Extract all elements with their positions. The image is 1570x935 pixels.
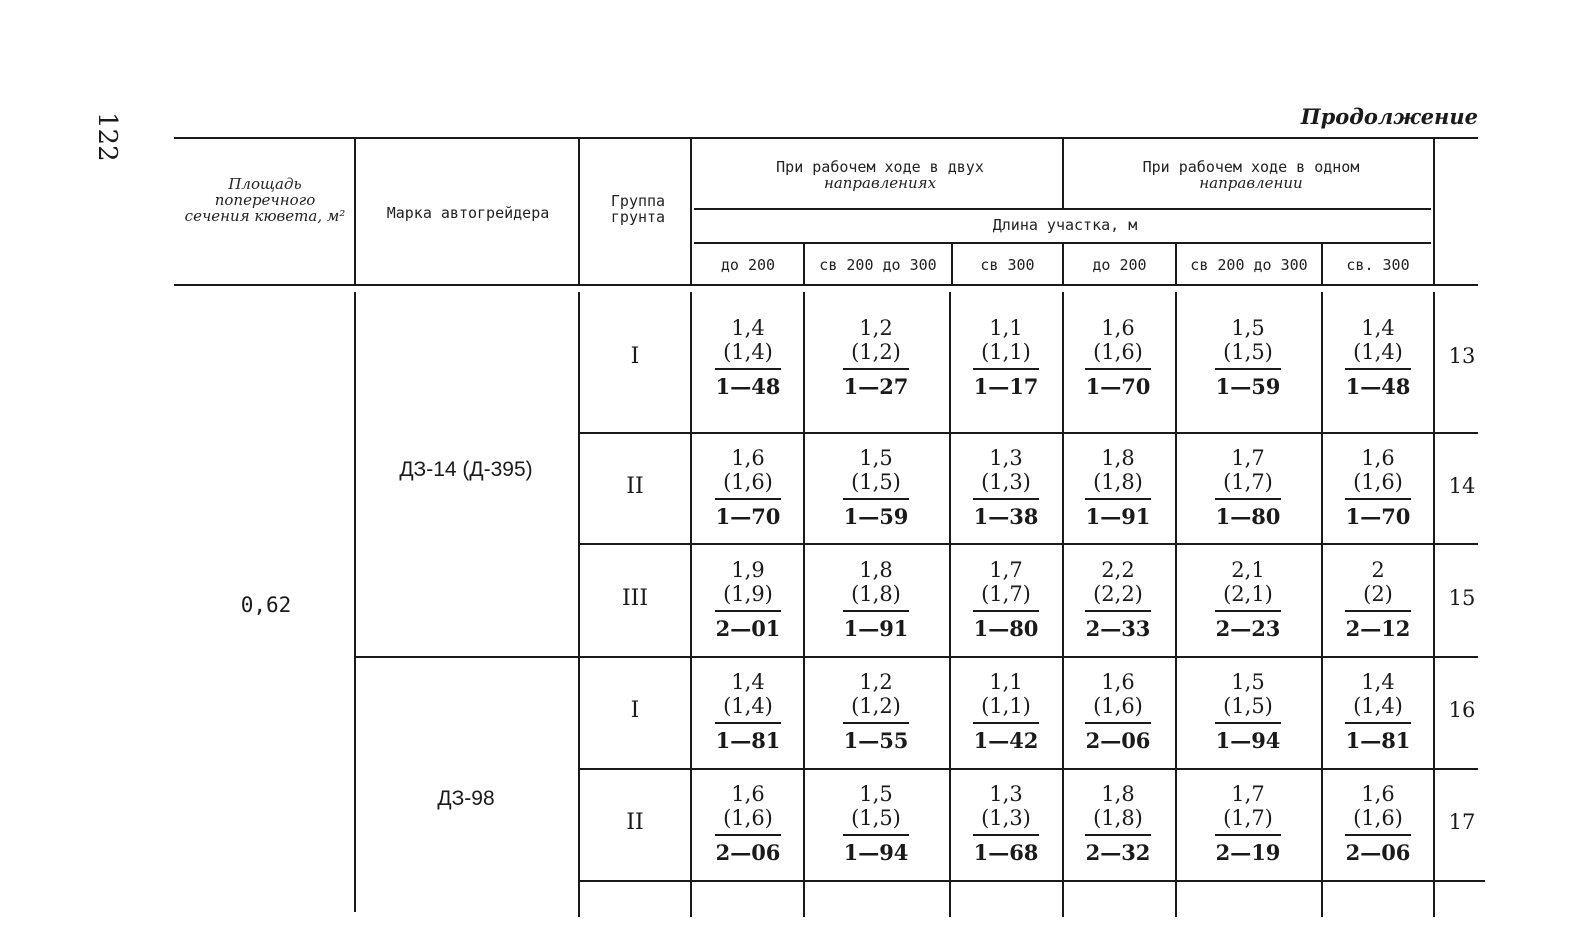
fraction-rule bbox=[973, 834, 1039, 836]
fraction-rule bbox=[1345, 610, 1411, 612]
value-bracketed: (1,5) bbox=[1223, 694, 1273, 718]
row-number: 16 bbox=[1448, 698, 1476, 722]
value-cost: 1—81 bbox=[715, 728, 781, 753]
table-top-rule bbox=[174, 137, 1478, 139]
value-main: 1,7 bbox=[989, 558, 1023, 582]
header-divider bbox=[690, 139, 692, 285]
page-number: 122 bbox=[92, 112, 122, 162]
value-cost: 1—27 bbox=[843, 374, 909, 399]
col-header: до 200 bbox=[1092, 256, 1147, 274]
value-main: 1,5 bbox=[859, 782, 893, 806]
col-header: до 200 bbox=[720, 256, 776, 274]
value-cell bbox=[816, 558, 936, 642]
header-two-directions: При рабочем ходе в двух направлениях bbox=[776, 158, 984, 192]
value-cost: 1—91 bbox=[1085, 504, 1151, 529]
value-main: 1,4 bbox=[731, 316, 765, 340]
value-cell bbox=[946, 558, 1066, 642]
value-cost: 2—19 bbox=[1215, 840, 1281, 865]
row-rule bbox=[580, 432, 1478, 434]
value-bracketed: (2,1) bbox=[1223, 582, 1273, 606]
value-main: 1,3 bbox=[989, 446, 1023, 470]
value-cost: 1—55 bbox=[843, 728, 909, 753]
value-bracketed: (1,7) bbox=[1223, 470, 1273, 494]
value-cost: 1—91 bbox=[843, 616, 909, 641]
fraction-rule bbox=[843, 722, 909, 724]
header-grader: Марка автогрейдера bbox=[386, 204, 550, 222]
row-rule bbox=[356, 656, 1478, 658]
value-bracketed: (1,6) bbox=[723, 470, 773, 494]
value-main: 1,7 bbox=[1231, 782, 1265, 806]
value-main: 1,1 bbox=[989, 316, 1023, 340]
value-bracketed: (1,4) bbox=[1353, 694, 1403, 718]
header-length: Длина участка, м bbox=[992, 216, 1138, 234]
header-divider bbox=[1321, 244, 1323, 284]
grader-dz14: ДЗ-14 (Д-395) bbox=[399, 458, 533, 481]
header-bottom-rule bbox=[174, 284, 1478, 286]
value-cell bbox=[688, 446, 808, 530]
value-main: 1,4 bbox=[731, 670, 765, 694]
value-cell bbox=[1058, 782, 1178, 866]
value-bracketed: (1,8) bbox=[1093, 470, 1143, 494]
value-cell bbox=[946, 316, 1066, 400]
value-cost: 1—48 bbox=[1345, 374, 1411, 399]
fraction-rule bbox=[1215, 498, 1281, 500]
value-cost: 1—17 bbox=[973, 374, 1039, 399]
header-divider bbox=[1062, 139, 1064, 209]
row-number: 15 bbox=[1448, 586, 1476, 610]
value-cell bbox=[1058, 670, 1178, 754]
fraction-rule bbox=[715, 722, 781, 724]
grader-dz98: ДЗ-98 bbox=[437, 787, 495, 810]
value-bracketed: (2,2) bbox=[1093, 582, 1143, 606]
value-bracketed: (1,1) bbox=[981, 694, 1031, 718]
value-main: 2,1 bbox=[1231, 558, 1265, 582]
value-bracketed: (1,6) bbox=[1093, 340, 1143, 364]
value-cell bbox=[816, 316, 936, 400]
row-number: 14 bbox=[1448, 474, 1476, 498]
value-main: 1,6 bbox=[1361, 446, 1395, 470]
value-main: 2,2 bbox=[1101, 558, 1135, 582]
value-bracketed: (1,6) bbox=[1093, 694, 1143, 718]
value-cell bbox=[1058, 558, 1178, 642]
value-main: 1,4 bbox=[1361, 670, 1395, 694]
value-bracketed: (1,4) bbox=[723, 694, 773, 718]
value-cell bbox=[1318, 670, 1438, 754]
value-bracketed: (1,7) bbox=[1223, 806, 1273, 830]
value-cell bbox=[1058, 316, 1178, 400]
value-cost: 2—06 bbox=[1085, 728, 1151, 753]
fraction-rule bbox=[1085, 610, 1151, 612]
value-cost: 1—94 bbox=[1215, 728, 1281, 753]
value-cost: 1—80 bbox=[1215, 504, 1281, 529]
value-cost: 1—80 bbox=[973, 616, 1039, 641]
value-cell bbox=[946, 782, 1066, 866]
row-rule bbox=[580, 768, 1478, 770]
fraction-rule bbox=[1345, 498, 1411, 500]
row-rule bbox=[580, 880, 1485, 882]
row-number: 13 bbox=[1448, 344, 1476, 368]
value-cost: 2—12 bbox=[1345, 616, 1411, 641]
value-main: 1,2 bbox=[859, 670, 893, 694]
value-cell bbox=[1188, 670, 1308, 754]
col-header: св. 300 bbox=[1346, 256, 1410, 274]
soil-group-cell: I bbox=[630, 344, 640, 369]
header-divider bbox=[1062, 244, 1064, 284]
value-cost: 1—70 bbox=[715, 504, 781, 529]
fraction-rule bbox=[973, 368, 1039, 370]
value-main: 1,6 bbox=[1101, 670, 1135, 694]
header-one-direction: При рабочем ходе в одном направлении bbox=[1142, 158, 1360, 192]
fraction-rule bbox=[843, 610, 909, 612]
header-area: Площадь поперечного сечения кювета, м² bbox=[184, 175, 346, 225]
soil-group-cell: II bbox=[626, 810, 644, 835]
fraction-rule bbox=[843, 834, 909, 836]
value-main: 1,8 bbox=[1101, 782, 1135, 806]
area-value: 0,62 bbox=[240, 593, 292, 617]
header-divider bbox=[803, 244, 805, 284]
col-header: св 200 до 300 bbox=[1190, 256, 1308, 274]
value-bracketed: (1,6) bbox=[723, 806, 773, 830]
value-cost: 1—48 bbox=[715, 374, 781, 399]
value-bracketed: (1,5) bbox=[851, 470, 901, 494]
value-cost: 2—23 bbox=[1215, 616, 1281, 641]
value-main: 1,7 bbox=[1231, 446, 1265, 470]
value-bracketed: (1,3) bbox=[981, 806, 1031, 830]
value-main: 1,5 bbox=[1231, 316, 1265, 340]
value-main: 1,6 bbox=[1101, 316, 1135, 340]
value-main: 1,5 bbox=[859, 446, 893, 470]
value-cell bbox=[1188, 446, 1308, 530]
soil-group-cell: II bbox=[626, 474, 644, 499]
header-soil-group: Группа грунта bbox=[610, 192, 666, 226]
value-cell bbox=[1188, 782, 1308, 866]
value-cost: 2—01 bbox=[715, 616, 781, 641]
fraction-rule bbox=[1085, 498, 1151, 500]
fraction-rule bbox=[715, 368, 781, 370]
value-main: 1,2 bbox=[859, 316, 893, 340]
row-number: 17 bbox=[1448, 810, 1476, 834]
value-cell bbox=[816, 670, 936, 754]
fraction-rule bbox=[843, 498, 909, 500]
fraction-rule bbox=[715, 498, 781, 500]
header-divider bbox=[578, 139, 580, 285]
soil-group-cell: I bbox=[630, 698, 640, 723]
header-divider bbox=[951, 244, 953, 284]
fraction-rule bbox=[715, 834, 781, 836]
value-cell bbox=[688, 316, 808, 400]
fraction-rule bbox=[1215, 610, 1281, 612]
value-main: 1,8 bbox=[859, 558, 893, 582]
fraction-rule bbox=[1215, 368, 1281, 370]
fraction-rule bbox=[1085, 722, 1151, 724]
value-cell bbox=[1318, 316, 1438, 400]
value-main: 1,4 bbox=[1361, 316, 1395, 340]
value-cost: 1—59 bbox=[1215, 374, 1281, 399]
fraction-rule bbox=[1215, 834, 1281, 836]
value-cost: 2—32 bbox=[1085, 840, 1151, 865]
fraction-rule bbox=[1085, 834, 1151, 836]
value-cell bbox=[1318, 446, 1438, 530]
col-header: св 300 bbox=[980, 256, 1035, 274]
value-bracketed: (2) bbox=[1363, 582, 1393, 606]
value-cost: 1—59 bbox=[843, 504, 909, 529]
header-divider bbox=[1433, 139, 1435, 285]
fraction-rule bbox=[1345, 368, 1411, 370]
value-bracketed: (1,5) bbox=[1223, 340, 1273, 364]
value-cost: 1—70 bbox=[1085, 374, 1151, 399]
value-main: 1,1 bbox=[989, 670, 1023, 694]
value-bracketed: (1,7) bbox=[981, 582, 1031, 606]
value-bracketed: (1,1) bbox=[981, 340, 1031, 364]
value-cost: 1—38 bbox=[973, 504, 1039, 529]
value-cell bbox=[1188, 316, 1308, 400]
value-bracketed: (1,4) bbox=[1353, 340, 1403, 364]
value-cell bbox=[1318, 558, 1438, 642]
value-cell bbox=[946, 446, 1066, 530]
value-bracketed: (1,8) bbox=[851, 582, 901, 606]
fraction-rule bbox=[843, 368, 909, 370]
value-cell bbox=[816, 446, 936, 530]
value-bracketed: (1,6) bbox=[1353, 806, 1403, 830]
value-cost: 1—81 bbox=[1345, 728, 1411, 753]
value-main: 1,8 bbox=[1101, 446, 1135, 470]
row-rule bbox=[580, 543, 1478, 545]
fraction-rule bbox=[1345, 722, 1411, 724]
value-main: 1,6 bbox=[731, 446, 765, 470]
fraction-rule bbox=[973, 498, 1039, 500]
value-bracketed: (1,2) bbox=[851, 340, 901, 364]
header-divider bbox=[1175, 244, 1177, 284]
value-bracketed: (1,4) bbox=[723, 340, 773, 364]
value-cost: 2—06 bbox=[715, 840, 781, 865]
value-bracketed: (1,3) bbox=[981, 470, 1031, 494]
value-main: 1,9 bbox=[731, 558, 765, 582]
value-cost: 1—70 bbox=[1345, 504, 1411, 529]
value-cell bbox=[1188, 558, 1308, 642]
value-bracketed: (1,8) bbox=[1093, 806, 1143, 830]
value-cost: 2—33 bbox=[1085, 616, 1151, 641]
soil-group-cell: III bbox=[621, 586, 649, 611]
fraction-rule bbox=[1085, 368, 1151, 370]
value-cost: 1—68 bbox=[973, 840, 1039, 865]
value-cell bbox=[946, 670, 1066, 754]
value-main: 2 bbox=[1371, 558, 1385, 582]
value-cost: 1—94 bbox=[843, 840, 909, 865]
value-cost: 2—06 bbox=[1345, 840, 1411, 865]
fraction-rule bbox=[1215, 722, 1281, 724]
fraction-rule bbox=[715, 610, 781, 612]
value-cell bbox=[688, 782, 808, 866]
value-cell bbox=[816, 782, 936, 866]
col-header: св 200 до 300 bbox=[819, 256, 937, 274]
continuation-label: Продолжение bbox=[1300, 104, 1478, 129]
fraction-rule bbox=[973, 610, 1039, 612]
value-bracketed: (1,2) bbox=[851, 694, 901, 718]
value-cell bbox=[688, 558, 808, 642]
value-main: 1,6 bbox=[1361, 782, 1395, 806]
value-cost: 1—42 bbox=[973, 728, 1039, 753]
fraction-rule bbox=[1345, 834, 1411, 836]
header-divider bbox=[354, 139, 356, 285]
value-cell bbox=[1058, 446, 1178, 530]
value-bracketed: (1,6) bbox=[1353, 470, 1403, 494]
value-main: 1,6 bbox=[731, 782, 765, 806]
fraction-rule bbox=[973, 722, 1039, 724]
value-main: 1,3 bbox=[989, 782, 1023, 806]
value-cell bbox=[688, 670, 808, 754]
value-cell bbox=[1318, 782, 1438, 866]
value-bracketed: (1,5) bbox=[851, 806, 901, 830]
value-main: 1,5 bbox=[1231, 670, 1265, 694]
value-bracketed: (1,9) bbox=[723, 582, 773, 606]
